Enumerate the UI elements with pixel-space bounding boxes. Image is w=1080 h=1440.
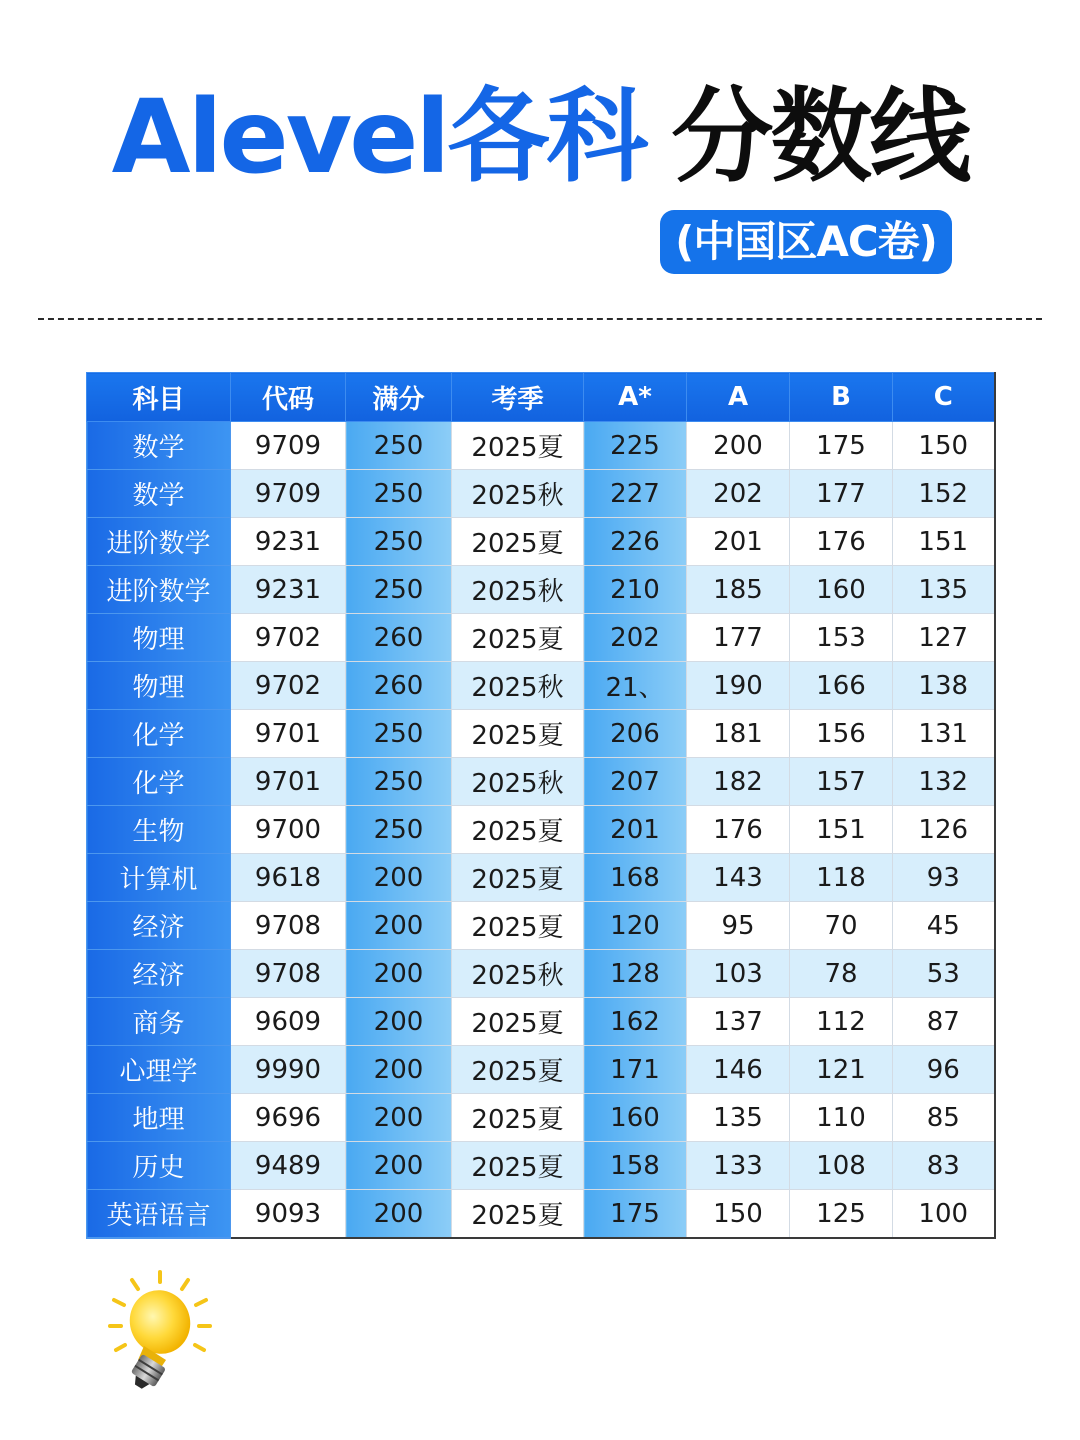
- cell-a: 176: [687, 806, 790, 854]
- cell-subject: 地理: [87, 1094, 231, 1142]
- cell-a: 143: [687, 854, 790, 902]
- cell-code: 9990: [231, 1046, 346, 1094]
- table-row: [87, 950, 995, 998]
- cell-c: 126: [893, 806, 995, 854]
- cell-c: 93: [893, 854, 995, 902]
- title-part-1: Alevel各科: [111, 78, 646, 197]
- cell-c: 87: [893, 998, 995, 1046]
- cell-subject: 数学: [87, 470, 231, 518]
- table-row: [87, 998, 995, 1046]
- page-title: [0, 78, 1080, 198]
- cell-b: 153: [790, 614, 893, 662]
- cell-full-score: 200: [346, 854, 452, 902]
- cell-subject: 生物: [87, 806, 231, 854]
- table-row: [87, 566, 995, 614]
- cell-season: 2025夏: [452, 854, 584, 902]
- cell-b: 175: [790, 422, 893, 470]
- table-row: [87, 1094, 995, 1142]
- cell-c: 135: [893, 566, 995, 614]
- cell-c: 151: [893, 518, 995, 566]
- cell-a-star: 210: [584, 566, 687, 614]
- column-header-a-star: A*: [584, 373, 687, 422]
- cell-code: 9702: [231, 614, 346, 662]
- cell-season: 2025夏: [452, 710, 584, 758]
- table-row: [87, 902, 995, 950]
- table-row: [87, 806, 995, 854]
- cell-season: 2025秋: [452, 470, 584, 518]
- cell-a: 181: [687, 710, 790, 758]
- cell-season: 2025夏: [452, 1094, 584, 1142]
- cell-c: 53: [893, 950, 995, 998]
- cell-a: 135: [687, 1094, 790, 1142]
- cell-subject: 历史: [87, 1142, 231, 1190]
- table-row: [87, 1046, 995, 1094]
- cell-season: 2025秋: [452, 950, 584, 998]
- cell-code: 9708: [231, 950, 346, 998]
- lightbulb-icon: [104, 1268, 216, 1396]
- table-row: [87, 614, 995, 662]
- grade-threshold-table: [86, 372, 996, 1239]
- cell-code: 9618: [231, 854, 346, 902]
- cell-b: 70: [790, 902, 893, 950]
- table-row: [87, 710, 995, 758]
- table-row: [87, 1190, 995, 1239]
- cell-code: 9696: [231, 1094, 346, 1142]
- cell-a: 95: [687, 902, 790, 950]
- cell-full-score: 200: [346, 1142, 452, 1190]
- cell-c: 127: [893, 614, 995, 662]
- cell-b: 177: [790, 470, 893, 518]
- cell-c: 96: [893, 1046, 995, 1094]
- cell-a: 177: [687, 614, 790, 662]
- cell-code: 9489: [231, 1142, 346, 1190]
- cell-season: 2025夏: [452, 1142, 584, 1190]
- cell-subject: 进阶数学: [87, 518, 231, 566]
- cell-a: 200: [687, 422, 790, 470]
- cell-season: 2025夏: [452, 806, 584, 854]
- cell-a-star: 201: [584, 806, 687, 854]
- cell-a: 185: [687, 566, 790, 614]
- cell-subject: 英语语言: [87, 1190, 231, 1239]
- cell-c: 85: [893, 1094, 995, 1142]
- cell-a-star: 207: [584, 758, 687, 806]
- cell-code: 9231: [231, 518, 346, 566]
- cell-b: 108: [790, 1142, 893, 1190]
- cell-c: 100: [893, 1190, 995, 1239]
- cell-full-score: 200: [346, 1046, 452, 1094]
- cell-b: 121: [790, 1046, 893, 1094]
- cell-b: 176: [790, 518, 893, 566]
- column-header-a: A: [687, 373, 790, 422]
- cell-b: 78: [790, 950, 893, 998]
- cell-subject: 物理: [87, 662, 231, 710]
- cell-full-score: 250: [346, 422, 452, 470]
- cell-b: 160: [790, 566, 893, 614]
- cell-a-star: 227: [584, 470, 687, 518]
- cell-full-score: 250: [346, 758, 452, 806]
- cell-a: 190: [687, 662, 790, 710]
- cell-a: 146: [687, 1046, 790, 1094]
- cell-code: 9700: [231, 806, 346, 854]
- table-row: [87, 662, 995, 710]
- cell-a: 150: [687, 1190, 790, 1239]
- cell-c: 45: [893, 902, 995, 950]
- column-header-c: C: [893, 373, 995, 422]
- cell-full-score: 200: [346, 998, 452, 1046]
- cell-a-star: 175: [584, 1190, 687, 1239]
- cell-season: 2025秋: [452, 758, 584, 806]
- cell-subject: 商务: [87, 998, 231, 1046]
- region-badge: (中国区AC卷): [660, 210, 952, 274]
- cell-code: 9709: [231, 422, 346, 470]
- cell-b: 151: [790, 806, 893, 854]
- cell-full-score: 250: [346, 806, 452, 854]
- cell-code: 9231: [231, 566, 346, 614]
- cell-code: 9701: [231, 758, 346, 806]
- cell-season: 2025夏: [452, 1190, 584, 1239]
- cell-code: 9709: [231, 470, 346, 518]
- table-row: [87, 758, 995, 806]
- cell-a-star: 171: [584, 1046, 687, 1094]
- cell-a-star: 202: [584, 614, 687, 662]
- cell-code: 9708: [231, 902, 346, 950]
- title-part-2: 分数线: [671, 78, 969, 197]
- cell-c: 83: [893, 1142, 995, 1190]
- cell-season: 2025夏: [452, 998, 584, 1046]
- cell-a-star: 206: [584, 710, 687, 758]
- cell-a: 182: [687, 758, 790, 806]
- cell-c: 138: [893, 662, 995, 710]
- cell-full-score: 250: [346, 710, 452, 758]
- cell-season: 2025夏: [452, 422, 584, 470]
- cell-subject: 经济: [87, 902, 231, 950]
- cell-b: 110: [790, 1094, 893, 1142]
- cell-a-star: 21、: [584, 662, 687, 710]
- cell-season: 2025秋: [452, 662, 584, 710]
- cell-a-star: 225: [584, 422, 687, 470]
- table-header-row: [87, 373, 995, 422]
- column-header-full-score: 满分: [346, 373, 452, 422]
- cell-code: 9702: [231, 662, 346, 710]
- cell-a-star: 160: [584, 1094, 687, 1142]
- cell-a: 133: [687, 1142, 790, 1190]
- cell-subject: 化学: [87, 710, 231, 758]
- cell-subject: 经济: [87, 950, 231, 998]
- dashed-divider: [38, 318, 1042, 320]
- cell-c: 150: [893, 422, 995, 470]
- cell-code: 9609: [231, 998, 346, 1046]
- cell-a-star: 162: [584, 998, 687, 1046]
- cell-season: 2025夏: [452, 1046, 584, 1094]
- table-row: [87, 470, 995, 518]
- cell-season: 2025夏: [452, 518, 584, 566]
- cell-a-star: 128: [584, 950, 687, 998]
- table-row: [87, 422, 995, 470]
- column-header-subject: 科目: [87, 373, 231, 422]
- cell-season: 2025夏: [452, 902, 584, 950]
- cell-c: 132: [893, 758, 995, 806]
- cell-b: 156: [790, 710, 893, 758]
- cell-c: 131: [893, 710, 995, 758]
- cell-season: 2025夏: [452, 614, 584, 662]
- cell-a: 202: [687, 470, 790, 518]
- table-body: [87, 422, 995, 1239]
- cell-subject: 物理: [87, 614, 231, 662]
- cell-a-star: 226: [584, 518, 687, 566]
- cell-full-score: 200: [346, 950, 452, 998]
- column-header-season: 考季: [452, 373, 584, 422]
- cell-subject: 计算机: [87, 854, 231, 902]
- cell-subject: 进阶数学: [87, 566, 231, 614]
- cell-subject: 心理学: [87, 1046, 231, 1094]
- cell-full-score: 200: [346, 1094, 452, 1142]
- cell-a-star: 120: [584, 902, 687, 950]
- cell-full-score: 260: [346, 662, 452, 710]
- cell-b: 112: [790, 998, 893, 1046]
- cell-code: 9701: [231, 710, 346, 758]
- cell-b: 125: [790, 1190, 893, 1239]
- cell-a-star: 168: [584, 854, 687, 902]
- cell-full-score: 250: [346, 518, 452, 566]
- cell-a: 103: [687, 950, 790, 998]
- cell-a: 201: [687, 518, 790, 566]
- cell-full-score: 250: [346, 566, 452, 614]
- cell-b: 118: [790, 854, 893, 902]
- cell-b: 157: [790, 758, 893, 806]
- cell-b: 166: [790, 662, 893, 710]
- table-row: [87, 854, 995, 902]
- cell-full-score: 200: [346, 1190, 452, 1239]
- table-row: [87, 1142, 995, 1190]
- cell-subject: 化学: [87, 758, 231, 806]
- cell-full-score: 200: [346, 902, 452, 950]
- cell-season: 2025秋: [452, 566, 584, 614]
- column-header-b: B: [790, 373, 893, 422]
- cell-full-score: 260: [346, 614, 452, 662]
- cell-code: 9093: [231, 1190, 346, 1239]
- cell-c: 152: [893, 470, 995, 518]
- cell-a-star: 158: [584, 1142, 687, 1190]
- cell-subject: 数学: [87, 422, 231, 470]
- cell-a: 137: [687, 998, 790, 1046]
- column-header-code: 代码: [231, 373, 346, 422]
- cell-full-score: 250: [346, 470, 452, 518]
- table-row: [87, 518, 995, 566]
